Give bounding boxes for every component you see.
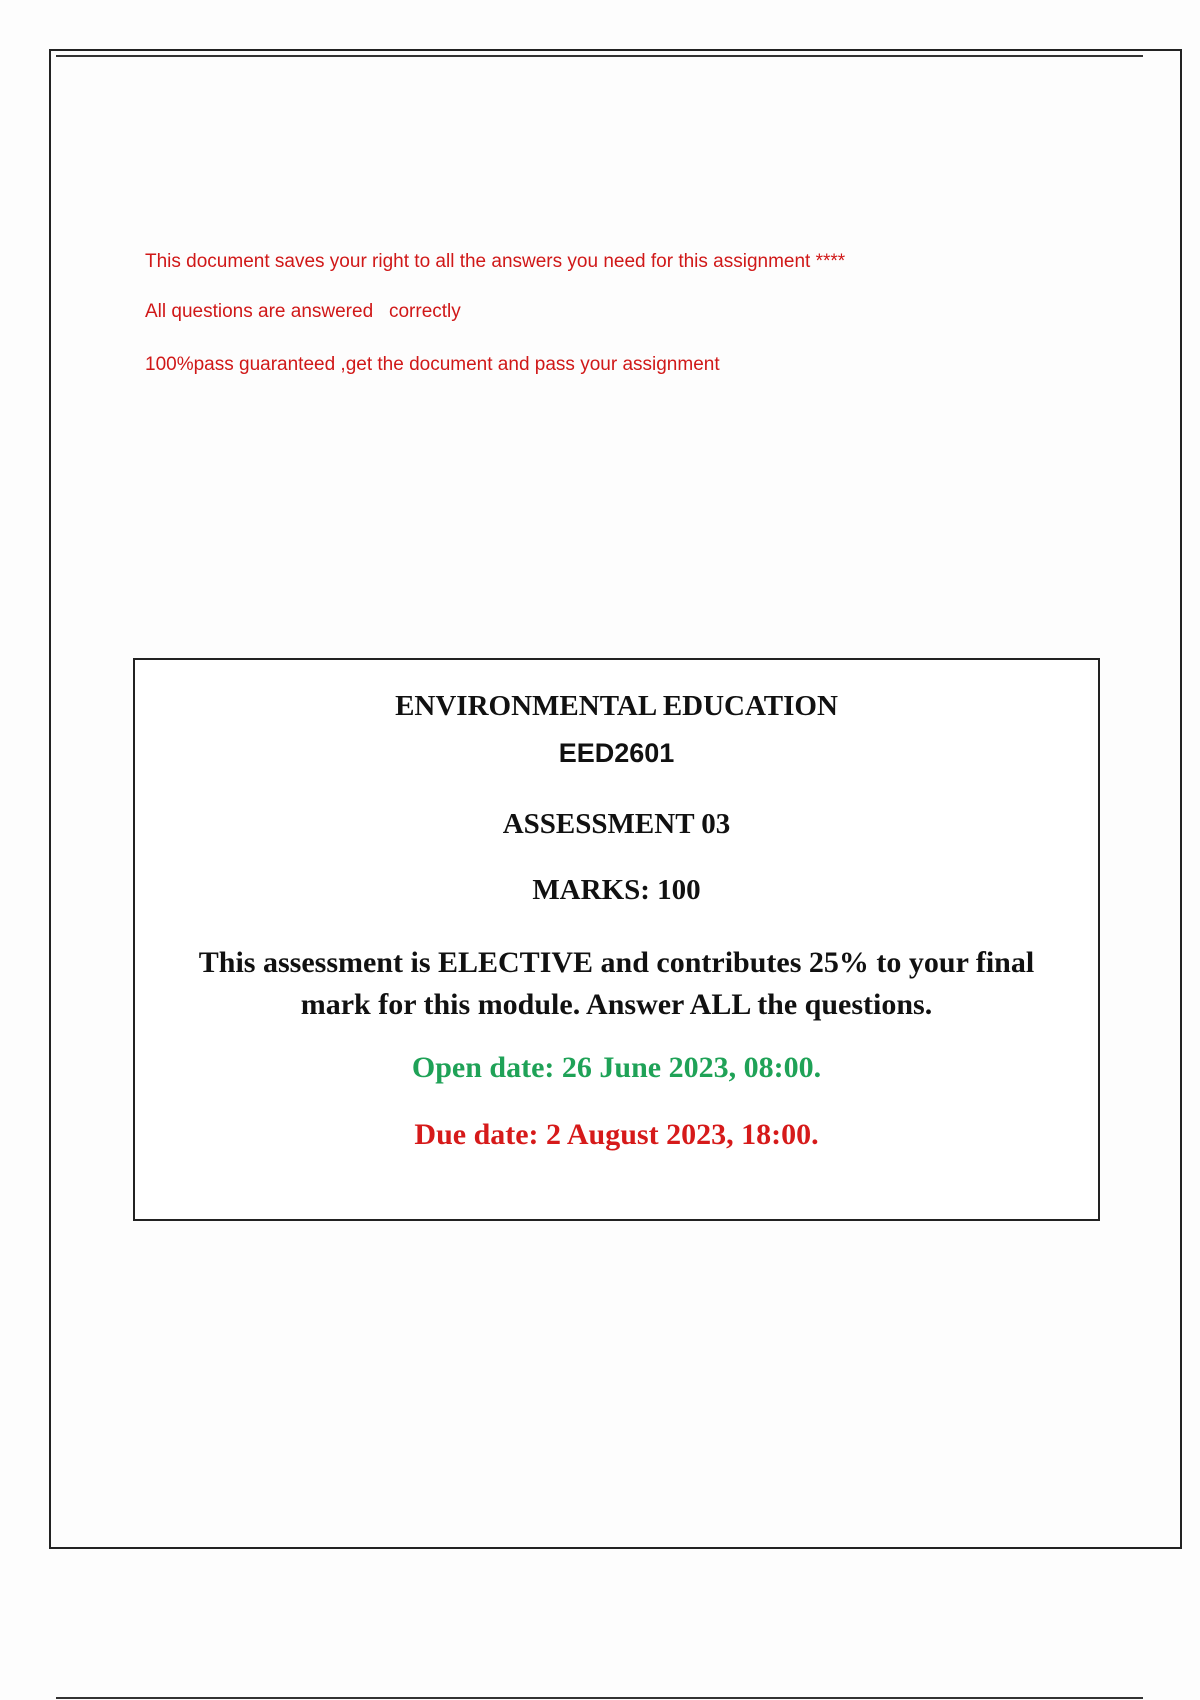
bottom-rule bbox=[56, 1697, 1143, 1699]
notice-line-2: All questions are answered correctly bbox=[145, 301, 461, 322]
marks-total: MARKS: 100 bbox=[532, 874, 701, 906]
notice-line-3: 100%pass guaranteed ,get the document and pass your assignment bbox=[145, 354, 720, 375]
description-line-1: This assessment is ELECTIVE and contributes 25% to your final bbox=[198, 946, 1035, 979]
description-line-2: mark for this module. Answer ALL the questions. bbox=[300, 988, 933, 1021]
top-rule bbox=[56, 55, 1143, 57]
assessment-description bbox=[135, 942, 1098, 1026]
assessment-info-box bbox=[133, 658, 1100, 1221]
assessment-number: ASSESSMENT 03 bbox=[502, 808, 731, 840]
open-date: Open date: 26 June 2023, 08:00. bbox=[411, 1051, 822, 1084]
course-title: ENVIRONMENTAL EDUCATION bbox=[395, 690, 838, 722]
due-date: Due date: 2 August 2023, 18:00. bbox=[414, 1118, 819, 1151]
notice-line-1: This document saves your right to all the answers you need for this assignment **** bbox=[145, 251, 846, 272]
course-code: EED2601 bbox=[558, 738, 675, 768]
